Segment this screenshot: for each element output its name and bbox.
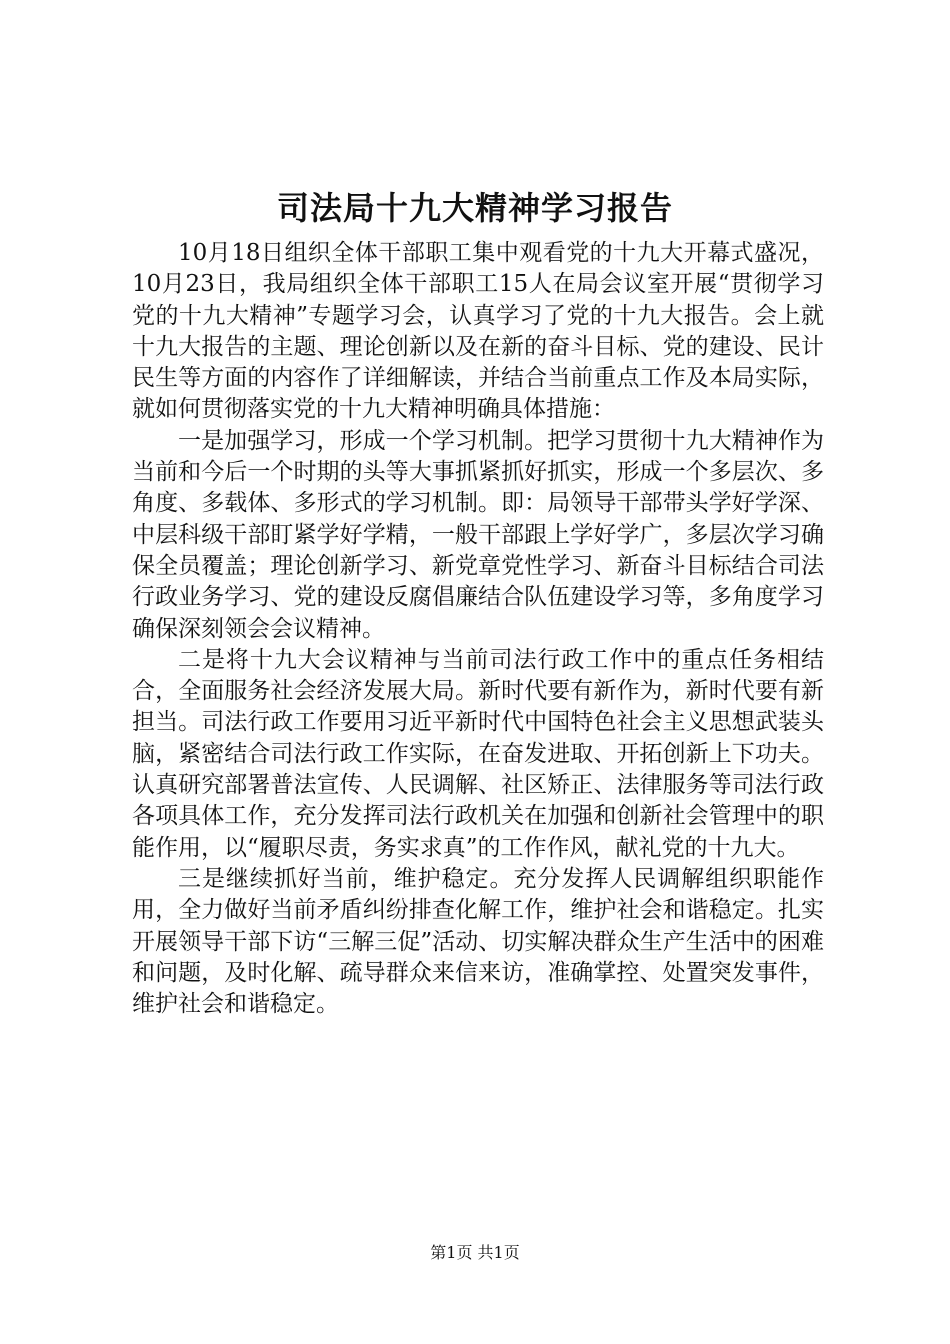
page-footer: 第1页 共1页 [430,1243,520,1262]
paragraph-point-three: 三是继续抓好当前，维护稳定。充分发挥人民调解组织职能作用，全力做好当前矛盾纠纷排查化解工作，维护社会和谐稳定。扎实开展领导干部下访“三解三促”活动、切实解决群众生产生活中的困难和问题，及时化解、疏导群众来信来访，准确掌控、处置突发事件，维护社会和谐稳定。 [132,865,824,1018]
paragraph-point-one: 一是加强学习，形成一个学习机制。把学习贯彻十九大精神作为当前和今后一个时期的头等大事抓紧抓好抓实，形成一个多层次、多角度、多载体、多形式的学习机制。即：局领导干部带头学好学深、中层科级干部盯紧学好学精，一般干部跟上学好学广，多层次学习确保全员覆盖；理论创新学习、新党章党性学习、新奋斗目标结合司法行政业务学习、党的建设反腐倡廉结合队伍建设学习等，多角度学习确保深刻领会会议精神。 [132,427,824,642]
paragraph-intro: 10月18日组织全体干部职工集中观看党的十九大开幕式盛况，10月23日，我局组织全体干部职工15人在局会议室开展“贯彻学习党的十九大精神”专题学习会，认真学习了党的十九大报告。会上就十九大报告的主题、理论创新以及在新的奋斗目标、党的建设、民计民生等方面的内容作了详细解读，并结合当前重点工作及本局实际，就如何贯彻落实党的十九大精神明确具体措施： [132,240,824,423]
document-body [132,238,824,1020]
paragraph-point-two: 二是将十九大会议精神与当前司法行政工作中的重点任务相结合，全面服务社会经济发展大局。新时代要有新作为，新时代要有新担当。司法行政工作要用习近平新时代中国特色社会主义思想武装头脑，紧密结合司法行政工作实际，在奋发进取、开拓创新上下功夫。认真研究部署普法宣传、人民调解、社区矫正、法律服务等司法行政各项具体工作，充分发挥司法行政机关在加强和创新社会管理中的职能作用，以“履职尽责，务实求真”的工作作风，献礼党的十九大。 [132,646,824,861]
document-title: 司法局十九大精神学习报告 [276,189,673,227]
